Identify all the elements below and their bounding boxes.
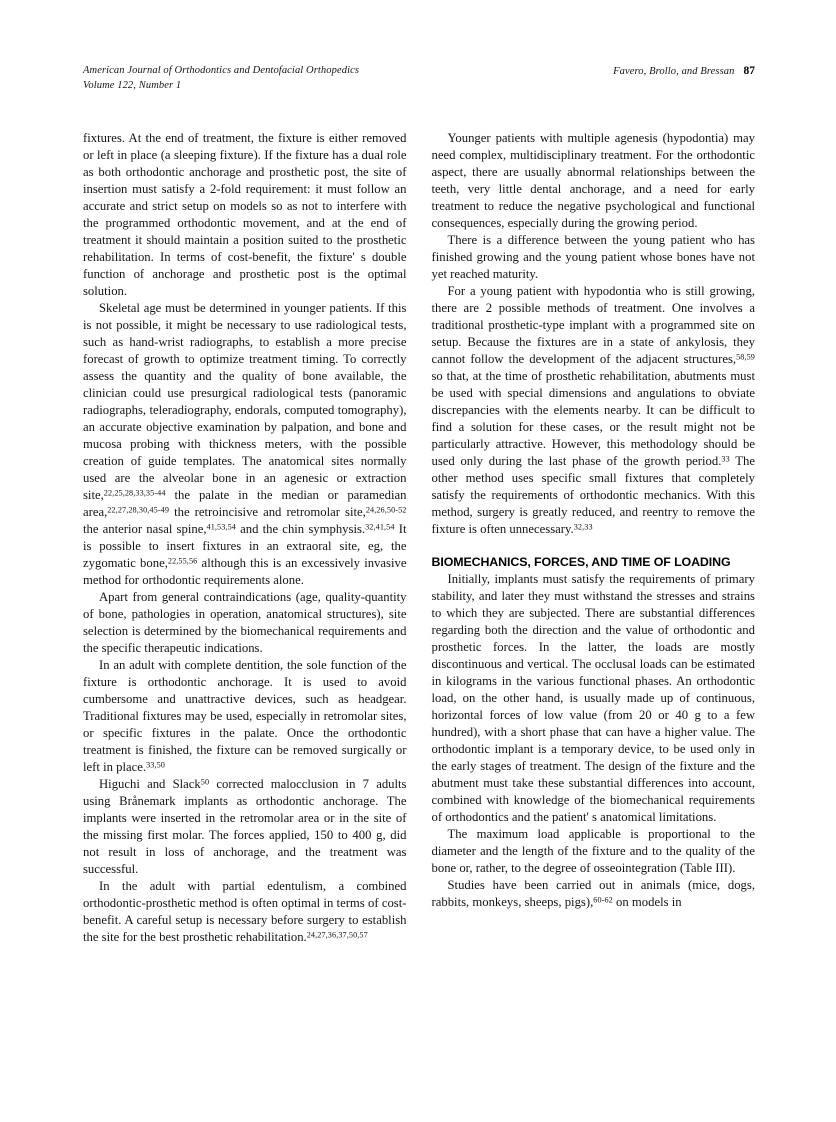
citation-superscript: 22,27,28,30,45-49 [107, 505, 170, 515]
citation-superscript: 22,25,28,33,35-44 [103, 488, 166, 498]
citation-superscript: 32,33 [573, 522, 593, 532]
running-head-authors-folio [613, 64, 755, 80]
right-column-bottom [432, 571, 756, 911]
running-head-journal [83, 64, 359, 93]
p-contraindications: Apart from general contraindications (age, quality-quantity of bone, pathologies in operation, anatomical structures), site selection is determined by the biomechanical requirements and the specific therapeutic indications. [83, 590, 407, 655]
body-columns [83, 130, 755, 946]
citation-superscript: 58,59 [736, 352, 755, 362]
p-partial-edentulism: In the adult with partial edentulism, a combined orthodontic-prosthetic method is often optimal in terms of cost-benefit. A careful setup is necessary before surgery to establish the site for the best prosthetic rehabilitation.$^{24,27,36,37,50,57}$ [83, 879, 407, 944]
p-maximum-load: The maximum load applicable is proportional to the diameter and the length of the fixture and to the quality of the bone or, rather, to the degree of osseointegration (Table III). [431, 826, 755, 875]
citation-superscript: 33 [721, 454, 730, 464]
p-primary-stability: Initially, implants must satisfy the requirements of primary stability, and later they must withstand the stresses and strains to which they are subjected. There are substantial differences regarding both the direction and the value of orthodontic and prosthetic forces. In the latter, the loads are mostly discontinuous and vertical. The occlusal loads can be estimated in kilograms in the various functional phases. An orthodontic load, on the other hand, is usually made up of continuous, horizontal forces of low value (from 20 or 40 g to a few hundred), with a short phase that can have a higher value. The orthodontic implant is a temporary device, to be used only in the early stages of treatment. The design of the fixture and the abutment must take these substantial differences into account, combined with knowledge of the biomechanical requirements of orthodontics and the patient' s anatomical limitations. [431, 571, 755, 824]
citation-superscript: 60-62 [593, 895, 613, 905]
citation-superscript: 24,26,50-52 [365, 505, 407, 515]
p-difference-young-patient: There is a difference between the young patient who has finished growing and the young patient whose bones have not yet reached maturity. [431, 233, 755, 281]
right-column-top [432, 130, 756, 538]
author-list: Favero, Brollo, and Bressan [613, 66, 735, 77]
page-number: 87 [743, 65, 755, 77]
p-adult-complete-dentition: In an adult with complete dentition, the sole function of the fixture is orthodontic anchorage. It is used to avoid cumbersome and unattractive devices, such as headgear. Traditional fixtures may be used, especially in retromolar sites, or specific fixtures in the palate. Once the orthodontic treatment is finished, the fixture can be removed surgically or left in place.$^{33,50}$ [83, 658, 407, 774]
p-animal-studies: Studies have been carried out in animals (mice, dogs, rabbits, monkeys, sheeps, pigs),$^{60-62}$ on models in [431, 877, 755, 909]
citation-superscript: 32,41,54 [365, 522, 395, 532]
citation-superscript: 33,50 [146, 760, 165, 770]
citation-superscript: 24,27,36,37,50,57 [306, 930, 368, 940]
journal-title: American Journal of Orthodontics and Dentofacial Orthopedics [83, 65, 360, 76]
p-hypodontia-methods: For a young patient with hypodontia who is still growing, there are 2 possible methods of treatment. One involves a traditional prosthetic-type implant with a programmed site on setup. Because the fixtures are in a state of ankylosis, they cannot follow the development of the adjacent structures,$^{58,59}$ so that, at the time of prosthetic rehabilitation, abutments must be used with special dimensions and angulations to obviate discrepancies with the elements nearby. It can be difficult to find a solution for these cases, or the result might not be particularly attractive. However, this methodology should be used only during the last phase of the growth period.$^{33}$ The other method uses specific small fixtures that completely satisfy the requirements of orthodontic mechanics. With this method, surgery is greatly reduced, and reentry to remove the fixture is often unnecessary.$^{32,33}$ [431, 284, 755, 536]
citation-superscript: 41,53,54 [206, 522, 236, 532]
section-heading: BIOMECHANICS, FORCES, AND TIME OF LOADING [431, 555, 731, 569]
citation-superscript: 22,55,56 [167, 556, 198, 566]
p-younger-patients: Younger patients with multiple agenesis (hypodontia) may need complex, multidisciplinary treatment. For the orthodontic aspect, there are usually abnormal relationships between the teeth, very little dental anchorage, and a need for early treatment to reduce the negative psychological and functional consequences, especially during the growing period. [431, 131, 755, 230]
right-column [432, 130, 756, 946]
running-head [83, 64, 755, 93]
p-skeletal-age: Skeletal age must be determined in younger patients. If this is not possible, it might be necessary to use radiological tests, such as hand-wrist radiographs, to establish a more precise forecast of growth to optimize treatment timing. To correctly assess the quantity and the quality of bone available, the clinician could use presurgical radiological tests (panoramic radiographs, teleradiography, endorals, computed tomography), an accurate objective examination by palpation, and bone and mucosa probing with thickness meters, with the possible creation of guide templates. The anatomical sites normally used are the alveolar bone in an agenesic or extraction site,$^{22,25,28,33,35-44}$ the palate in the median or paramedian area,$^{22,27,28,30,45-49}$ the retroincisive and retromolar site,$^{24,26,50-52}$ the anterior nasal spine,$^{41,53,54}$ and the chin symphysis.$^{32,41,54}$ It is possible to insert fixtures in an extraoral site, eg, the zygomatic bone,$^{22,55,56}$ although this is an excessively invasive method for orthodontic requirements alone. [83, 301, 407, 587]
p-higuchi-slack: Higuchi and Slack$^{50}$ corrected malocclusion in 7 adults using Brånemark implants as orthodontic anchorage. The implants were inserted in the retromolar area or in the site of the missing first molar. The forces applied, 150 to 400 g, did not result in loss of anchorage, and the treatment was successful. [83, 777, 407, 876]
citation-superscript: 50 [200, 777, 210, 787]
left-column [83, 130, 407, 946]
journal-volume-issue: Volume 122, Number 1 [83, 79, 182, 91]
p-fixtures: fixtures. At the end of treatment, the fixture is either removed or left in place (a sleeping fixture). If the fixture has a dual role as both orthodontic anchorage and prosthetic post, the site of insertion must satisfy a 2-fold requirement: it must follow an accurate and strict setup on models so as not to interfere with the programmed orthodontic movement, and at the end of treatment it should maintain a position suited to the prosthetic rehabilitation. In terms of cost-benefit, the fixture' s double function of anchorage and prosthetic post is the optimal solution. [83, 131, 407, 298]
